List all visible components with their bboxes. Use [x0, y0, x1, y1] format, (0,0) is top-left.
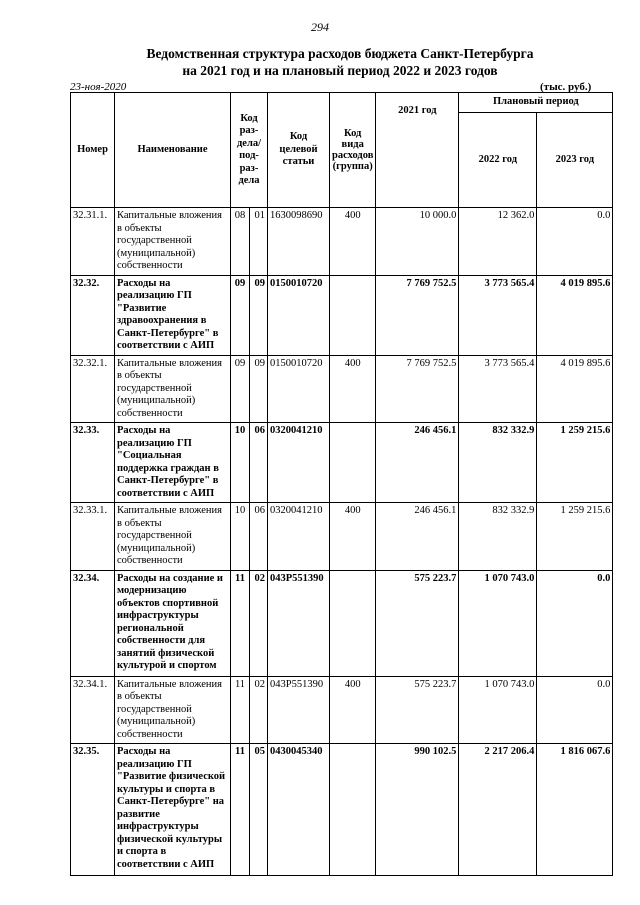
row-kind: 400	[330, 676, 376, 744]
header-2021: 2021 год	[376, 93, 459, 208]
row-name: Расходы на реализацию ГП "Развитие здравоохранения в Санкт-Петербурге" в соответствии с АИП	[115, 275, 231, 355]
title-line-2: на 2021 год и на плановый период 2022 и 2023 годов	[182, 63, 498, 78]
row-number: 32.33.	[71, 423, 115, 503]
table-row	[71, 503, 613, 571]
header-plan-period: Плановый период	[459, 93, 613, 113]
row-2021: 7 769 752.5	[376, 355, 459, 423]
budget-table	[70, 92, 613, 876]
row-2022: 12 362.0	[459, 208, 537, 276]
table-row	[71, 570, 613, 676]
header-2023: 2023 год	[537, 113, 613, 208]
row-section: 10	[231, 423, 250, 503]
row-2021: 575 223.7	[376, 570, 459, 676]
row-section: 11	[231, 570, 250, 676]
row-name: Капитальные вложения в объекты государственной (муниципальной) собственности	[115, 208, 231, 276]
row-number: 32.32.1.	[71, 355, 115, 423]
document-date: 23-ноя-2020	[70, 81, 127, 93]
header-name: Наименование	[115, 93, 231, 208]
row-2022: 832 332.9	[459, 503, 537, 571]
row-2021: 246 456.1	[376, 503, 459, 571]
row-2023: 4 019 895.6	[537, 355, 613, 423]
row-2023: 0.0	[537, 570, 613, 676]
row-2023: 1 259 215.6	[537, 423, 613, 503]
header-number: Номер	[71, 93, 115, 208]
row-number: 32.32.	[71, 275, 115, 355]
row-2022: 1 070 743.0	[459, 570, 537, 676]
row-section: 08	[231, 208, 250, 276]
row-subsection: 02	[250, 570, 268, 676]
table-row	[71, 275, 613, 355]
row-name: Капитальные вложения в объекты государственной (муниципальной) собственности	[115, 676, 231, 744]
row-2021: 10 000.0	[376, 208, 459, 276]
row-subsection: 05	[250, 744, 268, 876]
row-2021: 990 102.5	[376, 744, 459, 876]
row-name: Капитальные вложения в объекты государственной (муниципальной) собственности	[115, 503, 231, 571]
row-2023: 1 259 215.6	[537, 503, 613, 571]
header-kind-code: Код вида расходов (группа)	[330, 93, 376, 208]
row-2023: 1 816 067.6	[537, 744, 613, 876]
table-row	[71, 423, 613, 503]
row-target: 043P551390	[268, 676, 330, 744]
row-kind: 400	[330, 503, 376, 571]
page-number: 294	[311, 20, 329, 34]
row-section: 10	[231, 503, 250, 571]
row-subsection: 01	[250, 208, 268, 276]
row-2022: 3 773 565.4	[459, 275, 537, 355]
row-section: 09	[231, 275, 250, 355]
document-title	[0, 45, 640, 79]
row-2023: 4 019 895.6	[537, 275, 613, 355]
row-2022: 3 773 565.4	[459, 355, 537, 423]
row-kind	[330, 275, 376, 355]
row-target: 0150010720	[268, 275, 330, 355]
row-subsection: 09	[250, 355, 268, 423]
row-subsection: 06	[250, 423, 268, 503]
row-target: 043P551390	[268, 570, 330, 676]
row-name: Капитальные вложения в объекты государственной (муниципальной) собственности	[115, 355, 231, 423]
row-number: 32.33.1.	[71, 503, 115, 571]
row-number: 32.35.	[71, 744, 115, 876]
row-number: 32.34.	[71, 570, 115, 676]
row-target: 0150010720	[268, 355, 330, 423]
row-2022: 2 217 206.4	[459, 744, 537, 876]
table-row	[71, 208, 613, 276]
row-kind: 400	[330, 355, 376, 423]
row-name: Расходы на создание и модернизацию объектов спортивной инфраструктуры региональной собственности для занятий физической культурой и спортом	[115, 570, 231, 676]
row-2022: 1 070 743.0	[459, 676, 537, 744]
row-kind	[330, 570, 376, 676]
row-2021: 7 769 752.5	[376, 275, 459, 355]
row-subsection: 06	[250, 503, 268, 571]
row-section: 09	[231, 355, 250, 423]
table-row	[71, 355, 613, 423]
row-target: 0320041210	[268, 503, 330, 571]
table-row	[71, 676, 613, 744]
row-subsection: 02	[250, 676, 268, 744]
row-2021: 575 223.7	[376, 676, 459, 744]
row-2023: 0.0	[537, 208, 613, 276]
row-2021: 246 456.1	[376, 423, 459, 503]
row-section: 11	[231, 676, 250, 744]
row-kind	[330, 744, 376, 876]
row-number: 32.31.1.	[71, 208, 115, 276]
row-name: Расходы на реализацию ГП "Развитие физической культуры и спорта в Санкт-Петербурге" на развитие инфраструктуры физической культуры и спорта в соответствии с АИП	[115, 744, 231, 876]
row-section: 11	[231, 744, 250, 876]
row-name: Расходы на реализацию ГП "Социальная поддержка граждан в Санкт-Петербурге" в соответствии с АИП	[115, 423, 231, 503]
row-2023: 0.0	[537, 676, 613, 744]
row-kind	[330, 423, 376, 503]
row-2022: 832 332.9	[459, 423, 537, 503]
row-target: 0430045340	[268, 744, 330, 876]
header-section-code: Код раз- дела/ под- раз- дела	[231, 93, 268, 208]
row-kind: 400	[330, 208, 376, 276]
title-line-1: Ведомственная структура расходов бюджета Санкт-Петербурга	[146, 46, 534, 61]
units-label: (тыс. руб.)	[540, 81, 592, 93]
row-number: 32.34.1.	[71, 676, 115, 744]
header-2022: 2022 год	[459, 113, 537, 208]
row-subsection: 09	[250, 275, 268, 355]
table-row	[71, 744, 613, 876]
row-target: 0320041210	[268, 423, 330, 503]
header-target-code: Код целевой статьи	[268, 93, 330, 208]
row-target: 1630098690	[268, 208, 330, 276]
